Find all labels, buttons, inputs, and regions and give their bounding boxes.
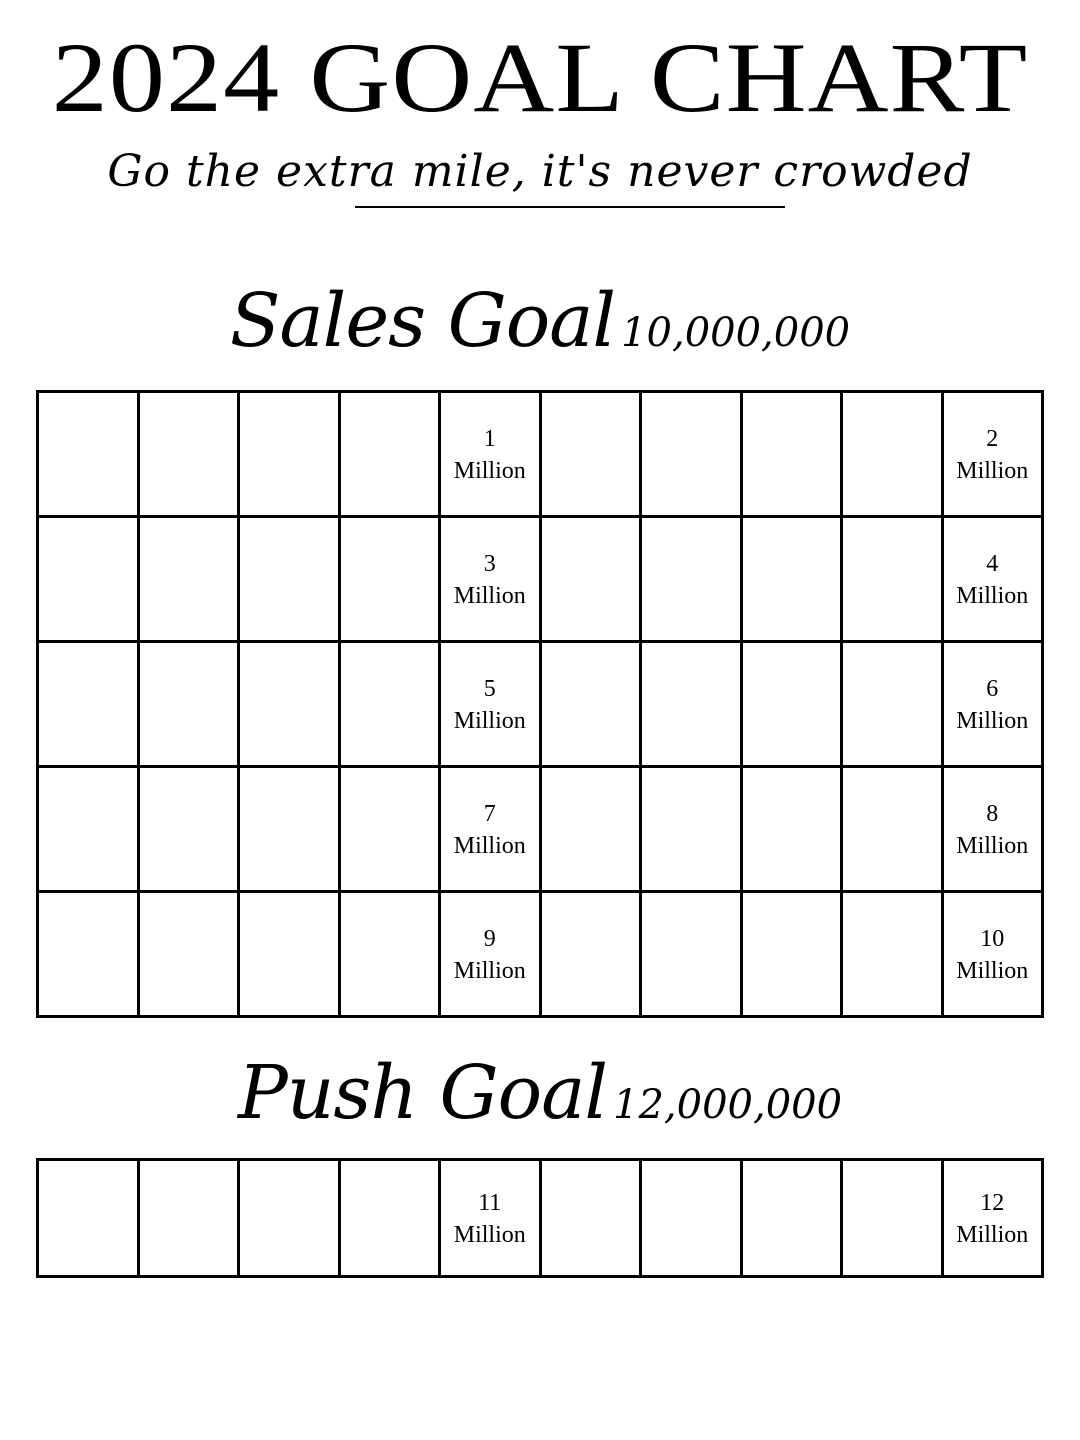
sales-grid-cell[interactable] bbox=[140, 643, 241, 768]
milestone-unit: Million bbox=[453, 958, 526, 984]
sales-grid-cell[interactable] bbox=[39, 893, 140, 1018]
milestone-number: 1 bbox=[483, 426, 496, 452]
sales-milestone-cell[interactable] bbox=[944, 518, 1045, 643]
milestone-unit: Million bbox=[956, 958, 1029, 984]
milestone-number: 11 bbox=[478, 1190, 502, 1216]
sales-grid-cell[interactable] bbox=[642, 893, 743, 1018]
sales-goal-amount: 10,000,000 bbox=[621, 310, 851, 356]
push-grid-cell[interactable] bbox=[743, 1161, 844, 1278]
sales-grid-cell[interactable] bbox=[743, 393, 844, 518]
milestone-number: 4 bbox=[986, 551, 999, 577]
sales-grid-cell[interactable] bbox=[743, 518, 844, 643]
sales-grid-cell[interactable] bbox=[843, 518, 944, 643]
sales-grid-cell[interactable] bbox=[843, 643, 944, 768]
milestone-unit: Million bbox=[956, 458, 1029, 484]
sales-milestone-cell[interactable] bbox=[944, 768, 1045, 893]
push-grid-cell[interactable] bbox=[140, 1161, 241, 1278]
sales-grid-cell[interactable] bbox=[240, 518, 341, 643]
milestone-unit: Million bbox=[956, 833, 1029, 859]
sales-grid-cell[interactable] bbox=[240, 393, 341, 518]
milestone-unit: Million bbox=[956, 708, 1029, 734]
milestone-number: 9 bbox=[483, 926, 496, 952]
sales-grid-cell[interactable] bbox=[843, 393, 944, 518]
sales-milestone-cell[interactable] bbox=[441, 768, 542, 893]
sales-grid-cell[interactable] bbox=[341, 518, 442, 643]
push-milestone-cell[interactable] bbox=[944, 1161, 1045, 1278]
sales-grid-cell[interactable] bbox=[140, 393, 241, 518]
sales-grid-cell[interactable] bbox=[341, 893, 442, 1018]
sales-milestone-cell[interactable] bbox=[441, 643, 542, 768]
page-subtitle: Go the extra mile, it's never crowded bbox=[107, 146, 973, 197]
sales-grid-cell[interactable] bbox=[542, 768, 643, 893]
sales-grid-cell[interactable] bbox=[140, 518, 241, 643]
push-grid-cell[interactable] bbox=[341, 1161, 442, 1278]
milestone-unit: Million bbox=[956, 583, 1029, 609]
sales-grid-cell[interactable] bbox=[843, 893, 944, 1018]
push-grid-cell[interactable] bbox=[240, 1161, 341, 1278]
sales-grid-cell[interactable] bbox=[140, 893, 241, 1018]
milestone-number: 12 bbox=[980, 1190, 1005, 1216]
milestone-number: 7 bbox=[483, 801, 496, 827]
sales-grid-cell[interactable] bbox=[39, 643, 140, 768]
milestone-unit: Million bbox=[453, 708, 526, 734]
sales-grid-cell[interactable] bbox=[240, 768, 341, 893]
sales-grid-cell[interactable] bbox=[642, 393, 743, 518]
sales-grid-cell[interactable] bbox=[743, 768, 844, 893]
milestone-number: 8 bbox=[986, 801, 999, 827]
sales-grid-cell[interactable] bbox=[743, 643, 844, 768]
page-title: 2024 GOAL CHART bbox=[51, 22, 1029, 133]
sales-grid-cell[interactable] bbox=[542, 643, 643, 768]
push-goal-heading bbox=[0, 1048, 1080, 1150]
sales-grid-cell[interactable] bbox=[642, 643, 743, 768]
sales-grid-cell[interactable] bbox=[240, 893, 341, 1018]
sales-grid-cell[interactable] bbox=[39, 518, 140, 643]
sales-grid-cell[interactable] bbox=[542, 518, 643, 643]
push-goal-grid bbox=[36, 1158, 1044, 1278]
push-goal-amount: 12,000,000 bbox=[613, 1082, 843, 1128]
sales-grid-cell[interactable] bbox=[843, 768, 944, 893]
milestone-unit: Million bbox=[956, 1222, 1029, 1248]
sales-milestone-cell[interactable] bbox=[441, 893, 542, 1018]
sales-grid-cell[interactable] bbox=[642, 768, 743, 893]
sales-grid-cell[interactable] bbox=[542, 893, 643, 1018]
subtitle-underline bbox=[355, 206, 785, 208]
push-grid-cell[interactable] bbox=[843, 1161, 944, 1278]
sales-grid-cell[interactable] bbox=[341, 768, 442, 893]
push-goal-label: Push Goal bbox=[237, 1050, 608, 1136]
sales-goal-heading bbox=[0, 276, 1080, 378]
sales-grid-cell[interactable] bbox=[642, 518, 743, 643]
sales-milestone-cell[interactable] bbox=[441, 518, 542, 643]
push-grid-cell[interactable] bbox=[642, 1161, 743, 1278]
milestone-number: 5 bbox=[483, 676, 496, 702]
sales-grid-cell[interactable] bbox=[39, 393, 140, 518]
sales-milestone-cell[interactable] bbox=[944, 893, 1045, 1018]
milestone-unit: Million bbox=[453, 458, 526, 484]
sales-grid-cell[interactable] bbox=[542, 393, 643, 518]
milestone-number: 3 bbox=[483, 551, 496, 577]
sales-grid-cell[interactable] bbox=[140, 768, 241, 893]
milestone-number: 6 bbox=[986, 676, 999, 702]
sales-milestone-cell[interactable] bbox=[441, 393, 542, 518]
push-grid-cell[interactable] bbox=[39, 1161, 140, 1278]
milestone-unit: Million bbox=[453, 1222, 526, 1248]
sales-goal-label: Sales Goal bbox=[229, 278, 616, 364]
sales-grid-cell[interactable] bbox=[743, 893, 844, 1018]
push-milestone-cell[interactable] bbox=[441, 1161, 542, 1278]
sales-goal-grid bbox=[36, 390, 1044, 1018]
sales-milestone-cell[interactable] bbox=[944, 393, 1045, 518]
sales-milestone-cell[interactable] bbox=[944, 643, 1045, 768]
milestone-number: 10 bbox=[980, 926, 1005, 952]
milestone-number: 2 bbox=[986, 426, 999, 452]
sales-grid-cell[interactable] bbox=[240, 643, 341, 768]
sales-grid-cell[interactable] bbox=[341, 393, 442, 518]
push-grid-cell[interactable] bbox=[542, 1161, 643, 1278]
milestone-unit: Million bbox=[453, 583, 526, 609]
sales-grid-cell[interactable] bbox=[341, 643, 442, 768]
milestone-unit: Million bbox=[453, 833, 526, 859]
sales-grid-cell[interactable] bbox=[39, 768, 140, 893]
